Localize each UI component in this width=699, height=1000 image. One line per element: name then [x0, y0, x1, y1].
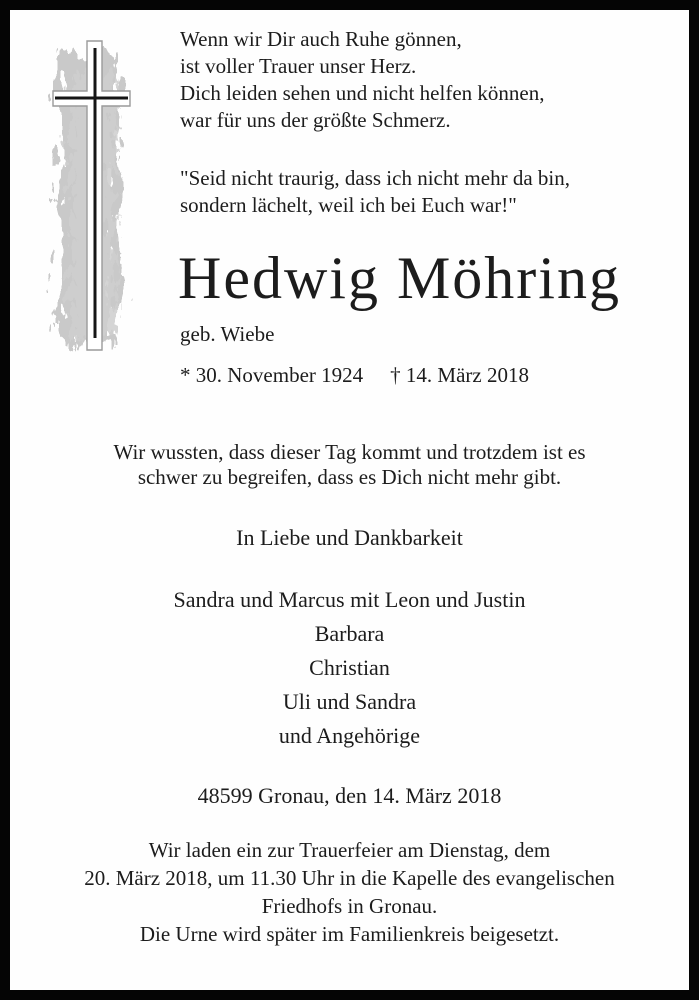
maiden-name: geb. Wiebe — [180, 322, 275, 346]
memorial-cross-svg — [43, 40, 153, 365]
poem-line: Wenn wir Dir auch Ruhe gönnen, — [180, 27, 462, 51]
funeral-notice-block — [10, 836, 689, 948]
quote-line: sondern lächelt, weil ich bei Euch war!" — [180, 193, 517, 217]
poem-line: Dich leiden sehen und nicht helfen können, — [180, 81, 545, 105]
mourner-line: und Angehörige — [278, 723, 421, 748]
condolence-line: Wir wussten, dass dieser Tag kommt und trotzdem ist es — [113, 440, 586, 464]
condolence-block — [10, 440, 689, 490]
birth-date: * 30. November 1924 — [180, 363, 364, 387]
mourner-line: Sandra und Marcus mit Leon und Justin — [173, 587, 526, 612]
funeral-line: 20. März 2018, um 11.30 Uhr in die Kapelle des evangelischen — [84, 866, 615, 890]
closing-line: In Liebe und Dankbarkeit — [236, 525, 463, 550]
memorial-cross-icon — [43, 40, 153, 365]
funeral-line: Friedhofs in Gronau. — [261, 894, 438, 918]
quote-block — [180, 165, 570, 219]
condolence-line: schwer zu begreifen, dass es Dich nicht mehr gibt. — [137, 465, 562, 489]
poem-line: ist voller Trauer unser Herz. — [180, 54, 417, 78]
funeral-line: Die Urne wird später im Familienkreis beigesetzt. — [139, 922, 560, 946]
quote-line: "Seid nicht traurig, dass ich nicht mehr da bin, — [180, 166, 570, 190]
life-dates — [180, 363, 529, 387]
mourner-line: Barbara — [314, 621, 385, 646]
mourner-line: Christian — [309, 655, 390, 680]
poem-line: war für uns der größte Schmerz. — [180, 108, 451, 132]
death-date: † 14. März 2018 — [390, 363, 529, 387]
deceased-name: Hedwig Möhring — [178, 245, 621, 311]
mourner-line: Uli und Sandra — [282, 689, 417, 714]
poem-block — [180, 26, 544, 134]
place-date-line: 48599 Gronau, den 14. März 2018 — [197, 783, 502, 808]
funeral-line: Wir laden ein zur Trauerfeier am Dienstag, dem — [148, 838, 551, 862]
mourners-list — [10, 583, 689, 753]
